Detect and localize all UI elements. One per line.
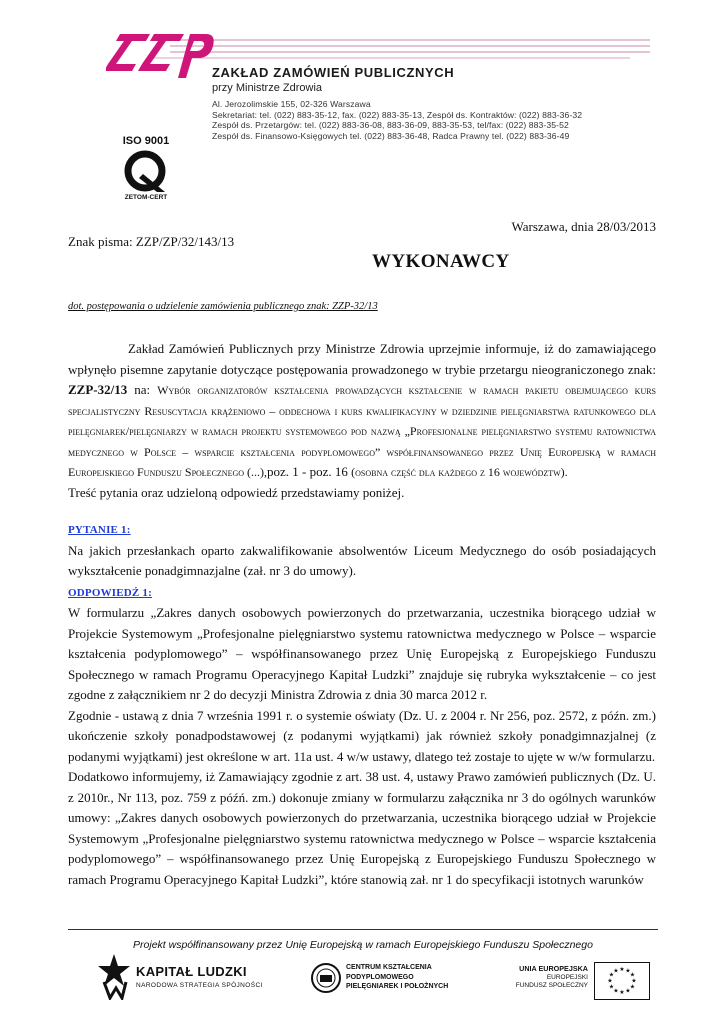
intro-paragraph: [68, 339, 656, 483]
answer-paragraph: W formularzu „Zakres danych osobowych powierzonych do przetwarzania, uczestnika biorącego udział w Projekcie Systemowym „Profesjonalne pielęgniarstwo systemu ratownictwa medycznego w Polsce – wsparcie kształcenia podyplomowego” – współfinansowanego przez Unię Europejską z Europejskiego Funduszu Społecznego w ramach Programu Operacyjnego Kapitał Ludzki” znajduje się rubryka wykształcenie – co jest zgodne z załącznikiem nr 2 do decyzji Ministra Zdrowia z dnia 30 marca 2012 r.: [68, 605, 656, 702]
iso-cert-label: ZETOM-CERT: [124, 194, 168, 201]
letter-recipient: WYKONAWCY: [372, 251, 510, 272]
svg-text:★: ★: [608, 971, 615, 979]
svg-text:★: ★: [625, 987, 631, 995]
kapital-ludzki-logo: [96, 952, 276, 1002]
eu-line: FUNDUSZ SPOŁECZNY: [515, 982, 588, 989]
ckppp-line: PIELĘGNIAREK I POŁOŻNYCH: [346, 983, 449, 990]
procedure-positions: poz. 1 - poz. 16: [267, 464, 348, 479]
svg-text:★: ★: [619, 966, 625, 973]
answer-paragraph: Dodatkowo informujemy, iż Zamawiający zgodnie z art. 38 ust. 4, ustawy Prawo zamówień publicznych (Dz. U. z 2010r., Nr 113, poz. 759 z późń. zm.) dokonuje zmiany w formularzu załącznika nr 3 do ogólnych warunków umowy: „Zakres danych osobowych powierzonych do przetwarzania, uczestnika biorącego udział w Projekcie Systemowym „Profesjonalne pielęgniarstwo systemu ratownictwa medycznego w Polsce – wsparcie kształcenia podyplomowego” – współfinansowanego przez Unię Europejską z Europejskiego Funduszu Społecznego w ramach Programu Operacyjnego Kapitał Ludzki”, które stanowią zał. nr 1 do specyfikacji istotnych warunków: [68, 769, 656, 887]
address-line: Sekretariat: tel. (022) 883-35-12, fax. (022) 883-35-13, Zespół ds. Kontraktów: (022) 883-36-32: [212, 109, 583, 120]
answer-paragraph: Zgodnie - ustawą z dnia 7 września 1991 r. o systemie oświaty (Dz. U. z 2004 r. Nr 256, poz. 2572, z późn. zm.) ukończenie szkoły ponadpodstawowej (z podanymi wyjątkami) jak również szkoły ponadgimnazjalnej (z podanymi wyjątkami) jest określone w art. 11a ust. 4 w/w ustawy, dlatego też zostaje to ujęte w w/w formularzu.: [68, 707, 656, 764]
eu-logo: [510, 962, 660, 1000]
zzp-logo-text: zzp: [106, 28, 108, 29]
procedure-parts: (osobna część dla każdego z 16 województw).: [351, 465, 568, 479]
svg-text:★: ★: [631, 977, 637, 985]
eu-line: EUROPEJSKI: [546, 973, 588, 981]
zzp-logo: [106, 28, 214, 84]
org-name: ZAKŁAD ZAMÓWIEŃ PUBLICZNYCH: [212, 65, 455, 80]
iso-q-icon: [123, 150, 169, 194]
procedure-subject: Wybór organizatorów kształcenia prowadzących kształcenie w ramach pakietu obejmującego kurs specjalistyczny Resuscytacja krążeniowo – oddechowa i kurs kwalifikacyjny w dziedzinie pielęgniarstwa ratunkowego dla pielęgniarek/pielęgniarzy w ramach projektu systemowego pod nazwą „Profesjonalne pielęgniarstwo systemu ratownictwa medycznego w Polsce – wsparcie kształcenia podyplomowego” współfinansowanego przez Unię Europejską w ramach Europejskiego Funduszu Społecznego (...),: [68, 383, 657, 479]
eu-text: [510, 965, 588, 991]
ckppp-emblem-icon: [310, 962, 342, 994]
ckppp-line: PODYPLOMOWEGO: [346, 973, 414, 981]
letter-body: [68, 339, 656, 890]
ckppp-line: CENTRUM KSZTAŁCENIA: [346, 964, 432, 971]
question-text: Na jakich przesłankach oparto zakwalifikowanie absolwentów Liceum Medycznego do osób posiadających wykształcenie ponadgimnazjalne (zał. nr 3 do umowy).: [68, 542, 656, 578]
intro-text: Zakład Zamówień Publicznych przy Ministrze Zdrowia uprzejmie informuje, iż do zamawiającego wpłynęło pisemne zapytanie dotyczące postępowania prowadzonego w trybie przetargu nieograniczonego znak:: [68, 341, 656, 377]
intro-na: na:: [134, 382, 151, 397]
letter-regarding: dot. postępowania o udzielenie zamówienia publicznego znak: ZZP-32/13: [68, 301, 378, 312]
letter-date: Warszawa, dnia 28/03/2013: [511, 219, 656, 234]
iso-certificate-badge: [102, 135, 190, 207]
question-label[interactable]: PYTANIE 1:: [68, 524, 131, 536]
address-line: Zespół ds. Przetargów: tel. (022) 883-36-08, 883-36-09, 883-35-53, tel/fax: (022) 883-35-52: [212, 120, 569, 131]
svg-text:★: ★: [629, 983, 636, 991]
eu-flag-icon: [594, 962, 650, 1000]
address-line: Al. Jerozolimskie 155, 02-326 Warszawa: [212, 99, 371, 109]
svg-text:★: ★: [629, 971, 636, 979]
letter-reference: Znak pisma: ZZP/ZP/32/143/13: [68, 234, 235, 249]
kapital-ludzki-icon: [96, 952, 132, 1000]
svg-text:★: ★: [613, 987, 619, 995]
svg-text:★: ★: [625, 967, 631, 975]
iso-title: ISO 9001: [122, 135, 170, 147]
procedure-code: ZZP-32/13: [68, 382, 128, 397]
kapital-ludzki-name: KAPITAŁ LUDZKI: [136, 964, 247, 979]
org-address: [212, 99, 672, 141]
intro-closing: Treść pytania oraz udzieloną odpowiedź przedstawiamy poniżej.: [68, 484, 405, 500]
address-line: Zespół ds. Finansowo-Księgowych tel. (022) 883-36-48, Radca Prawny tel. (022) 883-36-49: [212, 130, 570, 141]
answer-label[interactable]: ODPOWIEDŹ 1:: [68, 586, 152, 599]
footer-divider: [68, 929, 658, 930]
ckppp-logo: [310, 960, 480, 996]
svg-text:★: ★: [619, 989, 625, 996]
eu-title: UNIA EUROPEJSKA: [519, 964, 588, 973]
svg-text:★: ★: [607, 977, 613, 985]
organization-block: [212, 65, 672, 141]
kapital-ludzki-sub: NARODOWA STRATEGIA SPÓJNOŚCI: [136, 982, 263, 989]
org-subtitle: przy Ministrze Zdrowia: [212, 82, 323, 94]
ckppp-text: [346, 963, 448, 992]
svg-text:★: ★: [613, 967, 619, 975]
svg-text:★: ★: [608, 983, 615, 991]
footer-cofinancing: Projekt współfinansowany przez Unię Europejską w ramach Europejskiego Funduszu Społecznego: [133, 939, 593, 951]
